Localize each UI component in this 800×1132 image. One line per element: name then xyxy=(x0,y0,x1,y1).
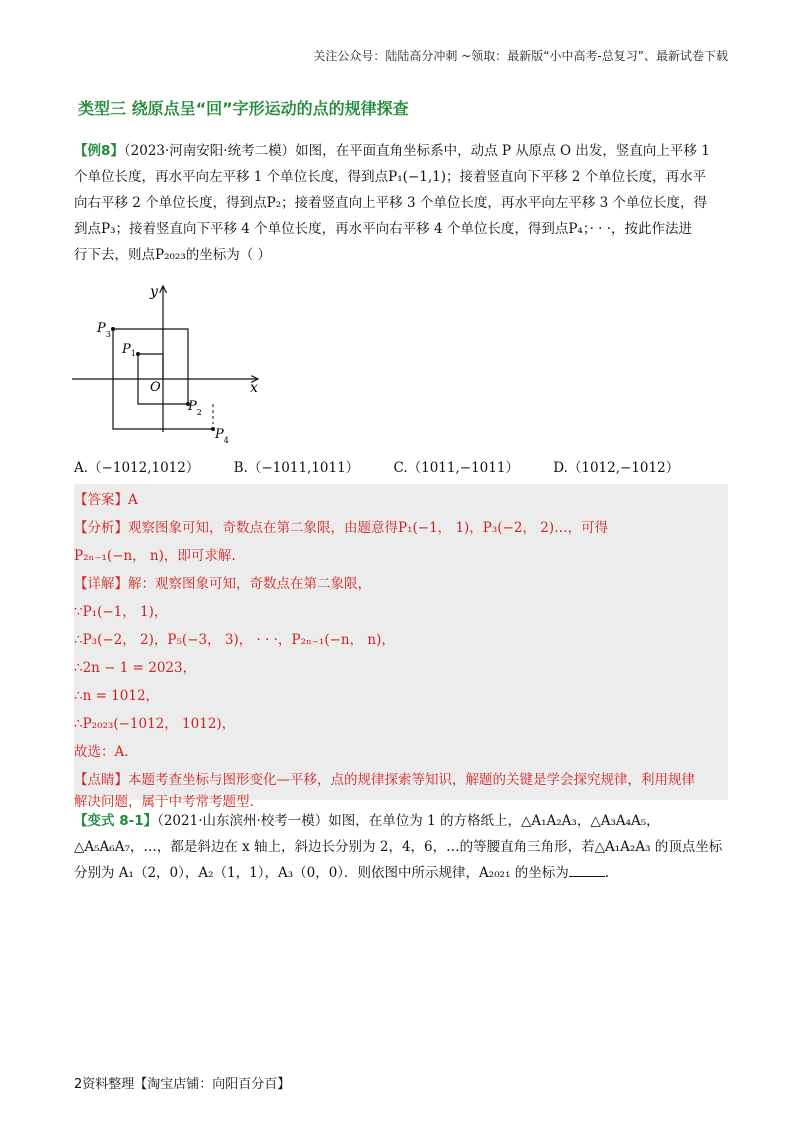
label-p2: $P_2$ xyxy=(188,399,202,417)
detail-line-1: 【详解】解：观察图象可知，奇数点在第二象限， xyxy=(74,576,371,592)
answer-blank xyxy=(569,862,605,877)
label-p3: $P_3$ xyxy=(97,321,111,339)
detail-line-5: ∴n = 1012， xyxy=(74,688,160,704)
page-header: 关注公众号：陆陆高分冲刺 ~领取：最新版“小中高考-总复习”、最新试卷下载 xyxy=(313,49,728,63)
detail-line-4: ∴2n − 1 = 2023， xyxy=(74,660,197,676)
option-b: B.（−1011,1011） xyxy=(233,460,360,476)
variant-tag: 【变式 8-1】 xyxy=(74,813,158,829)
label-p4: $P_4$ xyxy=(215,427,229,445)
choice-line: 故选：A. xyxy=(74,744,129,760)
footer-text: 资料整理【淘宝店铺：向阳百分百】 xyxy=(82,1077,291,1092)
point-p1 xyxy=(136,352,140,356)
page-number: 2 xyxy=(74,1077,83,1092)
page-footer xyxy=(74,1073,290,1092)
comment-line-1: 【点睛】本题考查坐标与图形变化—平移，点的规律探索等知识，解题的关键是学会探究规律，利用规律 xyxy=(74,772,695,788)
variant-line-1: （2021·山东滨州·校考一模）如图，在单位为 1 的方格纸上，△A₁A₂A₃，△A₃A₄A₅， xyxy=(157,813,660,829)
comment-line-2: 解决问题，属于中考常考题型. xyxy=(74,794,254,810)
variant-line-3-end: . xyxy=(604,865,610,881)
answer-line: 【答案】A xyxy=(74,492,138,508)
analysis-line-2: P₂ₙ₋₁(−n， n)，即可求解. xyxy=(74,548,236,564)
example-line-4: 到点P₃；接着竖直向下平移 4 个单位长度，再水平向右平移 4 个单位长度，得到点P₄；· · ·，按此作法进 xyxy=(74,221,693,237)
detail-line-3: ∴P₃(−2， 2)，P₅(−3， 3)， · · ·，P₂ₙ₋₁(−n， n)， xyxy=(74,632,395,648)
coordinate-figure xyxy=(70,280,270,450)
answer-options xyxy=(74,456,709,476)
origin-label: O xyxy=(150,380,161,395)
example-line-2: 个单位长度，再水平向左平移 1 个单位长度，得到点P₁(−1,1)；接着竖直向下平移 2 个单位长度，再水平 xyxy=(74,169,707,185)
variant-line-2: △A₅A₆A₇，…，都是斜边在 x 轴上，斜边长分别为 2，4，6，…的等腰直角三角形，若△A₁A₂A₃ 的顶点坐标 xyxy=(74,839,723,855)
example-line-5: 行下去，则点P₂₀₂₃的坐标为（ ） xyxy=(74,247,272,263)
example-8 xyxy=(74,138,728,268)
option-c: C.（1011,−1011） xyxy=(393,460,519,476)
example-line-3: 向右平移 2 个单位长度，得到点P₂；接着竖直向上平移 3 个单位长度，再水平向左平移 3 个单位长度，得 xyxy=(74,195,708,211)
detail-line-2: ∵P₁(−1， 1)， xyxy=(74,604,168,620)
example-line-1: （2023·河南安阳·统考二模）如图，在平面直角坐标系中，动点 P 从原点 O 出发，竖直向上平移 1 xyxy=(123,143,710,159)
option-a: A.（−1012,1012） xyxy=(74,460,200,476)
section-title: 类型三 绕原点呈“回”字形运动的点的规律探查 xyxy=(78,99,409,118)
variant-8-1 xyxy=(74,808,728,886)
point-p3 xyxy=(111,327,115,331)
answer-box xyxy=(74,484,728,810)
detail-line-6: ∴P₂₀₂₃(−1012， 1012)， xyxy=(74,716,236,732)
x-axis-label: x xyxy=(250,380,258,396)
y-axis-label: y xyxy=(150,284,158,300)
label-p1: $P_1$ xyxy=(122,342,136,358)
example-tag: 【例8】 xyxy=(74,143,124,159)
analysis-line-1: 【分析】观察图象可知，奇数点在第二象限，由题意得P₁(−1， 1)，P₃(−2， 2)…，可得 xyxy=(74,520,609,536)
variant-line-3: 分别为 A₁（2，0），A₂（1，1），A₃（0，0）．则依图中所示规律，A₂₀₂₁ 的坐标为 xyxy=(74,865,569,881)
option-d: D.（1012,−1012） xyxy=(553,460,680,476)
